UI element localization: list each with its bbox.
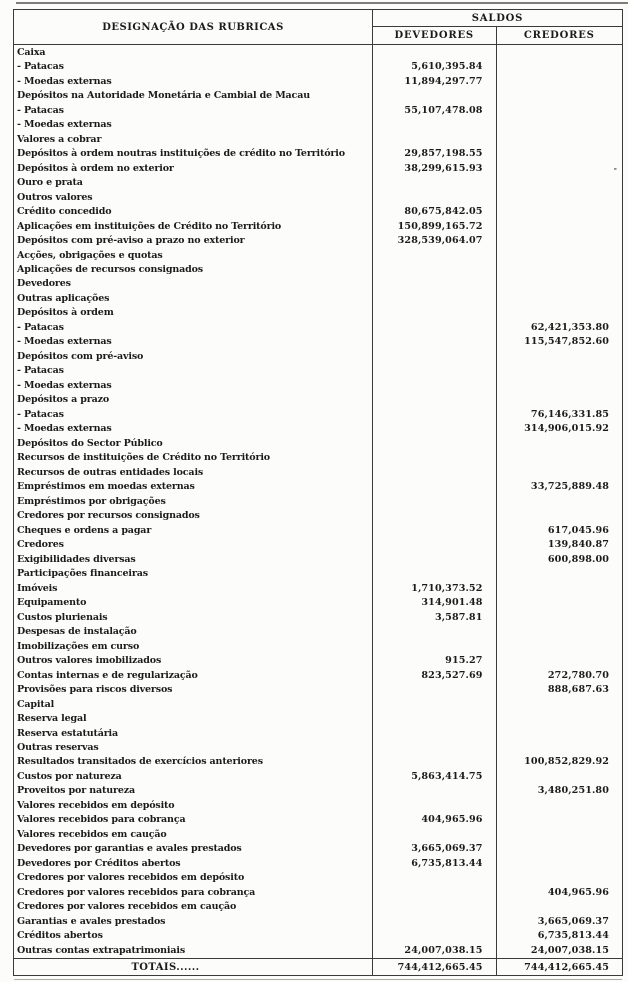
devedores-value: 823,527.69 <box>373 668 497 682</box>
rubrica-label: Credores por recursos consignados <box>14 509 373 523</box>
rubrica-label: Devedores por Créditos abertos <box>14 856 373 870</box>
column-header-saldos: SALDOS <box>373 10 622 27</box>
devedores-value <box>373 798 497 812</box>
devedores-value <box>373 436 497 450</box>
devedores-value <box>373 494 497 508</box>
table-row <box>14 175 622 189</box>
credores-value: 24,007,038.15 <box>530 944 609 956</box>
rubrica-label: Provisões para riscos diversos <box>14 682 373 696</box>
credores-value <box>497 798 623 812</box>
credores-value <box>497 871 623 885</box>
rubrica-label: Depósitos à ordem <box>14 306 373 320</box>
rubrica-label: - Moedas externas <box>14 74 373 88</box>
rubrica-label: Imobilizações em curso <box>14 639 373 653</box>
rubrica-label: Capital <box>14 697 373 711</box>
table-row <box>14 639 622 653</box>
table-row <box>14 871 622 885</box>
rubrica-label: Participações financeiras <box>14 566 373 580</box>
devedores-value: 55,107,478.08 <box>373 103 497 117</box>
rubrica-label: Outras aplicações <box>14 291 373 305</box>
rubrica-label: Depósitos na Autoridade Monetária e Cambial de Macau <box>14 88 373 102</box>
table-row <box>14 682 622 696</box>
credores-value <box>497 697 623 711</box>
devedores-value: 150,899,165.72 <box>373 219 497 233</box>
table-row <box>14 103 622 117</box>
table-row <box>14 190 622 204</box>
rubrica-label: Despesas de instalação <box>14 624 373 638</box>
table-row <box>14 378 622 392</box>
rubrica-label: - Patacas <box>14 364 373 378</box>
table-row <box>14 45 622 59</box>
devedores-value <box>373 320 497 334</box>
balance-table <box>13 9 623 976</box>
table-row <box>14 349 622 363</box>
credores-value <box>497 900 623 914</box>
table-row <box>14 262 622 276</box>
devedores-value <box>373 248 497 262</box>
totals-credores-value: 744,412,665.45 <box>524 961 609 973</box>
devedores-value <box>373 335 497 349</box>
table-row <box>14 726 622 740</box>
rubrica-label: Recursos de outras entidades locais <box>14 465 373 479</box>
devedores-value <box>373 740 497 754</box>
credores-value: 33,725,889.48 <box>530 481 609 493</box>
table-row <box>14 393 622 407</box>
credores-value <box>497 190 623 204</box>
rubrica-label: Acções, obrigações e quotas <box>14 248 373 262</box>
devedores-value: 314,901.48 <box>373 595 497 609</box>
devedores-value: 5,863,414.75 <box>373 769 497 783</box>
rubrica-label: Proveitos por natureza <box>14 784 373 798</box>
devedores-value: 80,675,842.05 <box>373 204 497 218</box>
credores-value <box>497 277 623 291</box>
table-bottom-shadow <box>14 979 622 980</box>
devedores-value <box>373 378 497 392</box>
rubrica-label: Exigibilidades diversas <box>14 552 373 566</box>
rubrica-label: Aplicações em instituições de Crédito no Território <box>14 219 373 233</box>
column-header-devedores: DEVEDORES <box>373 27 497 44</box>
saldos-header-group <box>373 10 622 44</box>
rubrica-label: Credores <box>14 537 373 551</box>
table-row <box>14 914 622 928</box>
rubrica-label: Cheques e ordens a pagar <box>14 523 373 537</box>
credores-value <box>497 494 623 508</box>
table-row <box>14 697 622 711</box>
table-row <box>14 537 622 551</box>
credores-value <box>497 378 623 392</box>
credores-value <box>497 146 623 160</box>
devedores-value <box>373 117 497 131</box>
table-row <box>14 146 622 160</box>
credores-value <box>497 624 623 638</box>
credores-value <box>497 711 623 725</box>
credores-value <box>497 103 623 117</box>
credores-value <box>497 769 623 783</box>
devedores-value <box>373 45 497 59</box>
devedores-value <box>373 132 497 146</box>
table-row <box>14 451 622 465</box>
rubrica-label: Valores a cobrar <box>14 132 373 146</box>
credores-value <box>497 248 623 262</box>
table-row <box>14 364 622 378</box>
devedores-value <box>373 88 497 102</box>
totals-row <box>14 958 622 975</box>
rubrica-label: - Moedas externas <box>14 422 373 436</box>
rubrica-label: Recursos de instituições de Crédito no Território <box>14 451 373 465</box>
rubrica-label: Credores por valores recebidos em caução <box>14 900 373 914</box>
credores-value: 3,480,251.80 <box>537 785 609 797</box>
table-row <box>14 523 622 537</box>
table-row <box>14 798 622 812</box>
table-row <box>14 219 622 233</box>
column-header-credores: CREDORES <box>523 30 595 41</box>
devedores-value <box>373 306 497 320</box>
devedores-value <box>373 349 497 363</box>
rubrica-label: Credores por valores recebidos para cobrança <box>14 885 373 899</box>
table-row <box>14 610 622 624</box>
table-row <box>14 769 622 783</box>
credores-value: 600,898.00 <box>547 553 609 565</box>
credores-value <box>497 595 623 609</box>
devedores-value: 38,299,615.93 <box>373 161 497 175</box>
credores-value: 314,906,015.92 <box>524 423 609 435</box>
rubrica-label: Empréstimos em moedas externas <box>14 480 373 494</box>
credores-value: 404,965.96 <box>547 886 609 898</box>
rubrica-label: Contas internas e de regularização <box>14 668 373 682</box>
credores-value <box>497 813 623 827</box>
credores-value: - <box>613 163 617 174</box>
devedores-value: 29,857,198.55 <box>373 146 497 160</box>
table-row <box>14 233 622 247</box>
credores-value <box>497 740 623 754</box>
devedores-value <box>373 407 497 421</box>
table-row <box>14 668 622 682</box>
table-row <box>14 320 622 334</box>
credores-value <box>497 451 623 465</box>
credores-value <box>497 117 623 131</box>
devedores-value <box>373 639 497 653</box>
table-row <box>14 900 622 914</box>
credores-value <box>497 566 623 580</box>
credores-value <box>497 653 623 667</box>
rubrica-label: Depósitos à ordem noutras instituições de crédito no Território <box>14 146 373 160</box>
devedores-value: 404,965.96 <box>373 813 497 827</box>
rubrica-label: Caixa <box>14 45 373 59</box>
table-row <box>14 740 622 754</box>
credores-value <box>497 364 623 378</box>
rubrica-label: Devedores por garantias e avales prestados <box>14 842 373 856</box>
table-row <box>14 74 622 88</box>
devedores-value <box>373 465 497 479</box>
table-row <box>14 842 622 856</box>
devedores-value <box>373 784 497 798</box>
credores-value <box>497 509 623 523</box>
table-row <box>14 784 622 798</box>
credores-value <box>497 639 623 653</box>
devedores-value: 3,587.81 <box>373 610 497 624</box>
credores-value <box>497 842 623 856</box>
devedores-value: 1,710,373.52 <box>373 581 497 595</box>
rubrica-label: Outros valores <box>14 190 373 204</box>
rubrica-label: - Moedas externas <box>14 335 373 349</box>
credores-value: 6,735,813.44 <box>537 930 609 942</box>
devedores-value <box>373 755 497 769</box>
rubrica-label: Valores recebidos em depósito <box>14 798 373 812</box>
credores-value <box>497 827 623 841</box>
credores-value: 115,547,852.60 <box>524 336 609 348</box>
rubrica-label: Equipamento <box>14 595 373 609</box>
devedores-value <box>373 451 497 465</box>
table-row <box>14 943 622 957</box>
devedores-value <box>373 914 497 928</box>
credores-value: 272,780.70 <box>547 669 609 681</box>
rubrica-label: Aplicações de recursos consignados <box>14 262 373 276</box>
credores-value <box>497 132 623 146</box>
devedores-value: 11,894,297.77 <box>373 74 497 88</box>
credores-value <box>497 349 623 363</box>
table-row <box>14 813 622 827</box>
devedores-value <box>373 509 497 523</box>
credores-value <box>497 465 623 479</box>
credores-value: 888,687.63 <box>547 684 609 696</box>
rubrica-label: Credores por valores recebidos em depósito <box>14 871 373 885</box>
credores-value <box>497 219 623 233</box>
devedores-value <box>373 827 497 841</box>
devedores-value <box>373 552 497 566</box>
credores-value <box>497 306 623 320</box>
table-row <box>14 204 622 218</box>
table-row <box>14 117 622 131</box>
rubrica-label: - Patacas <box>14 59 373 73</box>
rubrica-label: Depósitos com pré-aviso <box>14 349 373 363</box>
rubrica-label: Depósitos à ordem no exterior <box>14 161 373 175</box>
credores-value <box>497 175 623 189</box>
credores-value <box>497 856 623 870</box>
credores-value <box>497 88 623 102</box>
devedores-value <box>373 393 497 407</box>
rubrica-label: Depósitos do Sector Público <box>14 436 373 450</box>
rubrica-label: - Patacas <box>14 407 373 421</box>
table-row <box>14 827 622 841</box>
credores-value <box>497 726 623 740</box>
devedores-value <box>373 929 497 943</box>
table-row <box>14 291 622 305</box>
devedores-value: 3,665,069.37 <box>373 842 497 856</box>
rubrica-label: Imóveis <box>14 581 373 595</box>
credores-value <box>497 45 623 59</box>
rubrica-label: Custos plurienais <box>14 610 373 624</box>
credores-value <box>497 393 623 407</box>
rubrica-label: Outros valores imobilizados <box>14 653 373 667</box>
rubrica-label: Valores recebidos em caução <box>14 827 373 841</box>
credores-value <box>497 204 623 218</box>
devedores-value: 328,539,064.07 <box>373 233 497 247</box>
devedores-value <box>373 364 497 378</box>
table-row <box>14 407 622 421</box>
table-row <box>14 422 622 436</box>
rubrica-label: Depósitos a prazo <box>14 393 373 407</box>
totals-label: TOTAIS...... <box>14 959 373 975</box>
table-body <box>14 45 622 958</box>
totals-devedores-value: 744,412,665.45 <box>373 959 497 975</box>
devedores-value <box>373 480 497 494</box>
credores-value <box>497 233 623 247</box>
devedores-value <box>373 277 497 291</box>
table-row <box>14 653 622 667</box>
column-header-designacao: DESIGNAÇÃO DAS RUBRICAS <box>14 10 373 44</box>
table-header <box>14 10 622 45</box>
credores-value: 100,852,829.92 <box>524 756 609 768</box>
rubrica-label: Crédito concedido <box>14 204 373 218</box>
rubrica-label: Resultados transitados de exercícios anteriores <box>14 755 373 769</box>
credores-value: 3,665,069.37 <box>537 915 609 927</box>
table-row <box>14 494 622 508</box>
devedores-value: 5,610,395.84 <box>373 59 497 73</box>
rubrica-label: Depósitos com pré-aviso a prazo no exterior <box>14 233 373 247</box>
table-row <box>14 277 622 291</box>
devedores-value <box>373 523 497 537</box>
rubrica-label: Reserva estatutária <box>14 726 373 740</box>
table-row <box>14 335 622 349</box>
table-row <box>14 306 622 320</box>
table-row <box>14 161 622 175</box>
rubrica-label: - Patacas <box>14 320 373 334</box>
table-row <box>14 929 622 943</box>
devedores-value <box>373 871 497 885</box>
table-row <box>14 480 622 494</box>
table-row <box>14 755 622 769</box>
devedores-value: 915.27 <box>373 653 497 667</box>
credores-value <box>497 581 623 595</box>
devedores-value <box>373 885 497 899</box>
credores-value <box>497 610 623 624</box>
table-row <box>14 711 622 725</box>
rubrica-label: - Patacas <box>14 103 373 117</box>
table-row <box>14 465 622 479</box>
table-row <box>14 885 622 899</box>
rubrica-label: Valores recebidos para cobrança <box>14 813 373 827</box>
rubrica-label: Empréstimos por obrigações <box>14 494 373 508</box>
devedores-value: 6,735,813.44 <box>373 856 497 870</box>
saldos-subheaders <box>373 27 622 44</box>
credores-value <box>497 291 623 305</box>
devedores-value <box>373 624 497 638</box>
table-row <box>14 566 622 580</box>
credores-value <box>497 74 623 88</box>
table-row <box>14 436 622 450</box>
rubrica-label: Reserva legal <box>14 711 373 725</box>
table-row <box>14 59 622 73</box>
rubrica-label: Outras reservas <box>14 740 373 754</box>
rubrica-label: Créditos abertos <box>14 929 373 943</box>
credores-value <box>497 436 623 450</box>
devedores-value <box>373 697 497 711</box>
devedores-value <box>373 175 497 189</box>
table-row <box>14 595 622 609</box>
table-row <box>14 132 622 146</box>
credores-value <box>497 59 623 73</box>
devedores-value <box>373 726 497 740</box>
credores-value: 617,045.96 <box>547 524 609 536</box>
devedores-value <box>373 682 497 696</box>
devedores-value <box>373 190 497 204</box>
table-row <box>14 552 622 566</box>
rubrica-label: Devedores <box>14 277 373 291</box>
rubrica-label: Outras contas extrapatrimoniais <box>14 943 373 957</box>
devedores-value <box>373 422 497 436</box>
table-row <box>14 88 622 102</box>
rubrica-label: - Moedas externas <box>14 378 373 392</box>
devedores-value <box>373 900 497 914</box>
devedores-value <box>373 291 497 305</box>
credores-value <box>497 262 623 276</box>
rubrica-label: Custos por natureza <box>14 769 373 783</box>
devedores-value <box>373 711 497 725</box>
table-row <box>14 581 622 595</box>
devedores-value: 24,007,038.15 <box>373 943 497 957</box>
table-row <box>14 248 622 262</box>
page-top-rule <box>16 2 628 4</box>
table-row <box>14 509 622 523</box>
rubrica-label: Ouro e prata <box>14 175 373 189</box>
credores-value: 139,840.87 <box>547 539 609 551</box>
table-row <box>14 856 622 870</box>
devedores-value <box>373 537 497 551</box>
devedores-value <box>373 262 497 276</box>
credores-value: 62,421,353.80 <box>530 321 609 333</box>
devedores-value <box>373 566 497 580</box>
credores-value: 76,146,331.85 <box>530 408 609 420</box>
rubrica-label: Garantias e avales prestados <box>14 914 373 928</box>
table-row <box>14 624 622 638</box>
rubrica-label: - Moedas externas <box>14 117 373 131</box>
